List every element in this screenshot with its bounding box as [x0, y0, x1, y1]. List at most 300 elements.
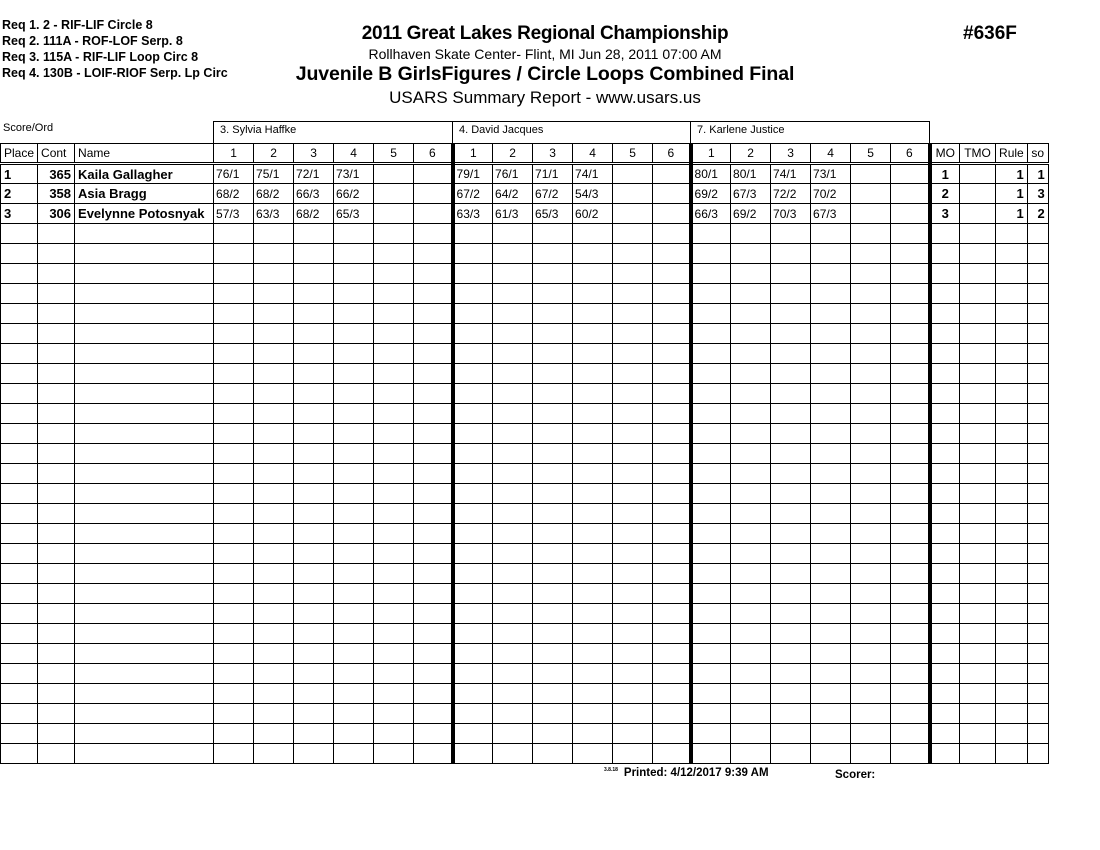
empty-cell — [493, 624, 533, 644]
empty-cell — [851, 684, 891, 704]
empty-cell — [996, 664, 1028, 684]
empty-cell — [653, 544, 691, 564]
empty-cell — [930, 724, 960, 744]
empty-cell — [851, 404, 891, 424]
score-cell — [891, 204, 930, 224]
score-cell: 80/1 — [731, 164, 771, 184]
empty-cell — [653, 444, 691, 464]
empty-cell — [891, 324, 930, 344]
empty-cell — [653, 584, 691, 604]
score-cell: 73/1 — [334, 164, 374, 184]
empty-cell — [493, 364, 533, 384]
empty-cell — [653, 484, 691, 504]
score-cell: 76/1 — [493, 164, 533, 184]
empty-cell — [1, 624, 38, 644]
empty-cell — [731, 404, 771, 424]
empty-cell — [453, 684, 493, 704]
skater-name-cell: Evelynne Potosnyak — [75, 204, 214, 224]
empty-cell — [960, 684, 996, 704]
empty-cell — [493, 344, 533, 364]
empty-cell — [653, 364, 691, 384]
empty-cell — [573, 504, 613, 524]
empty-cell — [930, 244, 960, 264]
empty-cell — [493, 684, 533, 704]
empty-cell — [254, 244, 294, 264]
empty-cell — [851, 744, 891, 764]
score-cell — [414, 184, 453, 204]
empty-cell — [996, 384, 1028, 404]
empty-row — [1, 224, 1049, 244]
empty-cell — [851, 324, 891, 344]
empty-cell — [731, 384, 771, 404]
empty-cell — [891, 364, 930, 384]
empty-cell — [254, 484, 294, 504]
empty-row — [1, 304, 1049, 324]
empty-cell — [851, 344, 891, 364]
empty-cell — [38, 264, 75, 284]
empty-cell — [811, 244, 851, 264]
empty-cell — [533, 224, 573, 244]
score-cell: 68/2 — [294, 204, 334, 224]
score-cell — [414, 164, 453, 184]
col-rule: Rule — [996, 144, 1028, 164]
empty-cell — [214, 264, 254, 284]
empty-cell — [996, 324, 1028, 344]
empty-cell — [214, 624, 254, 644]
empty-cell — [891, 304, 930, 324]
empty-cell — [214, 244, 254, 264]
empty-cell — [811, 644, 851, 664]
empty-cell — [653, 504, 691, 524]
empty-cell — [613, 304, 653, 324]
empty-cell — [851, 584, 891, 604]
empty-cell — [414, 404, 453, 424]
so-cell: 2 — [1027, 204, 1048, 224]
empty-cell — [1027, 604, 1048, 624]
empty-cell — [414, 524, 453, 544]
empty-cell — [691, 324, 731, 344]
empty-cell — [214, 604, 254, 624]
j1-fig-6: 6 — [414, 144, 453, 164]
empty-cell — [214, 344, 254, 364]
empty-cell — [811, 284, 851, 304]
empty-cell — [294, 704, 334, 724]
empty-cell — [573, 384, 613, 404]
empty-cell — [493, 604, 533, 624]
score-cell: 66/3 — [691, 204, 731, 224]
empty-cell — [930, 624, 960, 644]
empty-cell — [653, 564, 691, 584]
empty-cell — [811, 604, 851, 624]
empty-cell — [960, 384, 996, 404]
empty-cell — [771, 484, 811, 504]
empty-cell — [731, 244, 771, 264]
empty-cell — [374, 244, 414, 264]
empty-cell — [996, 584, 1028, 604]
empty-cell — [75, 344, 214, 364]
empty-cell — [573, 304, 613, 324]
empty-cell — [533, 704, 573, 724]
empty-cell — [731, 684, 771, 704]
empty-cell — [851, 484, 891, 504]
so-cell: 1 — [1027, 164, 1048, 184]
event-title: Juvenile B GirlsFigures / Circle Loops Combined Final — [295, 63, 795, 85]
j2-fig-1: 1 — [453, 144, 493, 164]
empty-cell — [891, 404, 930, 424]
col-place: Place — [1, 144, 38, 164]
empty-cell — [214, 664, 254, 684]
score-cell: 65/3 — [533, 204, 573, 224]
score-cell — [851, 164, 891, 184]
empty-cell — [960, 224, 996, 244]
empty-cell — [414, 664, 453, 684]
empty-cell — [811, 544, 851, 564]
empty-cell — [414, 484, 453, 504]
empty-cell — [731, 624, 771, 644]
empty-cell — [414, 284, 453, 304]
empty-cell — [891, 504, 930, 524]
empty-cell — [613, 264, 653, 284]
empty-cell — [75, 664, 214, 684]
empty-cell — [811, 304, 851, 324]
empty-cell — [653, 664, 691, 684]
empty-cell — [1027, 384, 1048, 404]
empty-cell — [771, 544, 811, 564]
empty-cell — [1, 284, 38, 304]
empty-cell — [851, 564, 891, 584]
empty-cell — [731, 584, 771, 604]
empty-cell — [851, 664, 891, 684]
empty-row — [1, 264, 1049, 284]
empty-cell — [533, 664, 573, 684]
print-footer — [604, 767, 769, 779]
empty-cell — [38, 284, 75, 304]
empty-cell — [38, 344, 75, 364]
empty-cell — [214, 404, 254, 424]
empty-cell — [811, 424, 851, 444]
tmo-cell — [960, 204, 996, 224]
j2-fig-6: 6 — [653, 144, 691, 164]
empty-cell — [930, 664, 960, 684]
version-label: 3.8.18 — [604, 767, 618, 773]
cont-cell: 365 — [38, 164, 75, 184]
results-table — [0, 143, 1049, 764]
empty-cell — [691, 744, 731, 764]
score-cell — [653, 184, 691, 204]
empty-cell — [811, 524, 851, 544]
empty-cell — [851, 364, 891, 384]
empty-cell — [1, 604, 38, 624]
empty-cell — [731, 744, 771, 764]
empty-cell — [334, 244, 374, 264]
score-cell — [891, 184, 930, 204]
empty-cell — [731, 704, 771, 724]
empty-cell — [996, 624, 1028, 644]
empty-cell — [960, 524, 996, 544]
score-cell — [613, 184, 653, 204]
empty-cell — [653, 384, 691, 404]
empty-cell — [38, 704, 75, 724]
empty-cell — [573, 464, 613, 484]
empty-cell — [38, 384, 75, 404]
empty-cell — [1, 444, 38, 464]
empty-cell — [613, 484, 653, 504]
empty-cell — [930, 464, 960, 484]
empty-cell — [75, 504, 214, 524]
empty-cell — [533, 544, 573, 564]
empty-cell — [771, 664, 811, 684]
empty-cell — [573, 544, 613, 564]
empty-cell — [691, 304, 731, 324]
empty-cell — [691, 724, 731, 744]
empty-row — [1, 344, 1049, 364]
empty-cell — [851, 304, 891, 324]
empty-cell — [493, 324, 533, 344]
empty-cell — [374, 684, 414, 704]
empty-cell — [414, 224, 453, 244]
empty-cell — [254, 444, 294, 464]
empty-cell — [1027, 664, 1048, 684]
empty-cell — [1, 644, 38, 664]
empty-cell — [214, 424, 254, 444]
empty-cell — [493, 404, 533, 424]
cont-cell: 306 — [38, 204, 75, 224]
empty-cell — [254, 364, 294, 384]
empty-cell — [414, 464, 453, 484]
empty-cell — [930, 364, 960, 384]
empty-cell — [414, 584, 453, 604]
score-cell — [851, 184, 891, 204]
empty-cell — [851, 644, 891, 664]
empty-row — [1, 724, 1049, 744]
empty-cell — [214, 364, 254, 384]
empty-cell — [334, 364, 374, 384]
empty-cell — [38, 604, 75, 624]
empty-cell — [38, 484, 75, 504]
empty-cell — [1, 264, 38, 284]
empty-cell — [996, 724, 1028, 744]
empty-cell — [374, 304, 414, 324]
empty-cell — [374, 324, 414, 344]
empty-cell — [771, 424, 811, 444]
empty-cell — [653, 524, 691, 544]
empty-cell — [930, 304, 960, 324]
empty-cell — [294, 344, 334, 364]
empty-cell — [533, 484, 573, 504]
empty-cell — [414, 384, 453, 404]
empty-cell — [811, 264, 851, 284]
score-cell: 68/2 — [214, 184, 254, 204]
empty-cell — [930, 324, 960, 344]
empty-cell — [960, 504, 996, 524]
empty-cell — [1027, 264, 1048, 284]
empty-cell — [811, 444, 851, 464]
empty-row — [1, 524, 1049, 544]
empty-cell — [294, 244, 334, 264]
empty-cell — [214, 484, 254, 504]
empty-cell — [453, 444, 493, 464]
empty-cell — [891, 564, 930, 584]
empty-cell — [493, 584, 533, 604]
empty-cell — [771, 284, 811, 304]
empty-cell — [891, 524, 930, 544]
mo-cell: 2 — [930, 184, 960, 204]
empty-cell — [691, 344, 731, 364]
empty-cell — [996, 224, 1028, 244]
empty-cell — [996, 464, 1028, 484]
empty-cell — [334, 684, 374, 704]
empty-cell — [573, 524, 613, 544]
empty-cell — [771, 224, 811, 244]
empty-cell — [374, 264, 414, 284]
empty-cell — [771, 644, 811, 664]
empty-cell — [453, 404, 493, 424]
empty-cell — [414, 244, 453, 264]
empty-cell — [960, 604, 996, 624]
empty-cell — [294, 524, 334, 544]
empty-cell — [771, 724, 811, 744]
empty-cell — [38, 664, 75, 684]
empty-cell — [996, 744, 1028, 764]
empty-cell — [891, 704, 930, 724]
empty-cell — [493, 264, 533, 284]
empty-cell — [493, 744, 533, 764]
column-header-row — [1, 144, 1049, 164]
empty-cell — [414, 444, 453, 464]
empty-cell — [811, 224, 851, 244]
empty-cell — [771, 504, 811, 524]
requirement-4: Req 4. 130B - LOIF-RIOF Serp. Lp Circ — [2, 66, 228, 80]
score-cell: 67/2 — [533, 184, 573, 204]
empty-cell — [334, 284, 374, 304]
empty-cell — [996, 344, 1028, 364]
empty-cell — [294, 324, 334, 344]
empty-cell — [573, 484, 613, 504]
empty-cell — [493, 564, 533, 584]
empty-cell — [691, 524, 731, 544]
empty-cell — [533, 364, 573, 384]
empty-cell — [334, 384, 374, 404]
empty-cell — [891, 624, 930, 644]
empty-cell — [75, 424, 214, 444]
empty-cell — [374, 444, 414, 464]
empty-cell — [493, 724, 533, 744]
empty-cell — [891, 264, 930, 284]
empty-cell — [731, 444, 771, 464]
venue-line: Rollhaven Skate Center- Flint, MI Jun 28, 2011 07:00 AM — [368, 46, 722, 62]
empty-cell — [374, 484, 414, 504]
col-cont: Cont — [38, 144, 75, 164]
empty-cell — [771, 464, 811, 484]
empty-cell — [573, 264, 613, 284]
empty-cell — [1027, 224, 1048, 244]
empty-cell — [214, 564, 254, 584]
skater-name-cell: Asia Bragg — [75, 184, 214, 204]
empty-cell — [493, 544, 533, 564]
empty-cell — [1, 244, 38, 264]
empty-cell — [254, 464, 294, 484]
empty-cell — [75, 444, 214, 464]
empty-cell — [533, 604, 573, 624]
empty-cell — [414, 604, 453, 624]
empty-row — [1, 544, 1049, 564]
empty-cell — [75, 564, 214, 584]
empty-cell — [960, 344, 996, 364]
empty-cell — [254, 604, 294, 624]
empty-cell — [374, 284, 414, 304]
empty-cell — [996, 524, 1028, 544]
empty-row — [1, 504, 1049, 524]
empty-cell — [960, 324, 996, 344]
empty-cell — [613, 544, 653, 564]
empty-cell — [533, 424, 573, 444]
empty-cell — [294, 504, 334, 524]
score-cell: 70/2 — [811, 184, 851, 204]
cont-cell: 358 — [38, 184, 75, 204]
empty-cell — [374, 584, 414, 604]
j1-fig-4: 4 — [334, 144, 374, 164]
empty-cell — [691, 224, 731, 244]
empty-cell — [996, 304, 1028, 324]
empty-cell — [573, 604, 613, 624]
empty-cell — [38, 304, 75, 324]
j2-fig-3: 3 — [533, 144, 573, 164]
empty-cell — [731, 264, 771, 284]
empty-cell — [414, 704, 453, 724]
empty-cell — [38, 584, 75, 604]
score-cell: 72/2 — [771, 184, 811, 204]
empty-cell — [453, 544, 493, 564]
empty-cell — [334, 584, 374, 604]
empty-cell — [930, 644, 960, 664]
empty-cell — [731, 484, 771, 504]
empty-cell — [771, 444, 811, 464]
empty-cell — [334, 664, 374, 684]
empty-cell — [1, 364, 38, 384]
empty-cell — [414, 544, 453, 564]
empty-cell — [254, 624, 294, 644]
empty-cell — [374, 744, 414, 764]
rule-cell: 1 — [996, 184, 1028, 204]
empty-cell — [414, 744, 453, 764]
empty-cell — [996, 644, 1028, 664]
empty-cell — [214, 704, 254, 724]
empty-cell — [254, 724, 294, 744]
empty-cell — [851, 604, 891, 624]
scorer-label: Scorer: — [835, 769, 876, 781]
empty-cell — [214, 584, 254, 604]
empty-cell — [214, 304, 254, 324]
empty-cell — [573, 644, 613, 664]
empty-cell — [374, 664, 414, 684]
empty-cell — [996, 424, 1028, 444]
empty-cell — [851, 724, 891, 744]
j2-fig-5: 5 — [613, 144, 653, 164]
empty-cell — [653, 424, 691, 444]
empty-cell — [533, 644, 573, 664]
score-cell: 80/1 — [691, 164, 731, 184]
empty-cell — [960, 664, 996, 684]
empty-cell — [533, 344, 573, 364]
score-cell — [374, 164, 414, 184]
championship-title: 2011 Great Lakes Regional Championship — [361, 23, 729, 44]
mo-cell: 1 — [930, 164, 960, 184]
empty-cell — [75, 484, 214, 504]
score-cell — [414, 204, 453, 224]
table-row — [1, 164, 1049, 184]
empty-cell — [254, 264, 294, 284]
empty-cell — [771, 564, 811, 584]
